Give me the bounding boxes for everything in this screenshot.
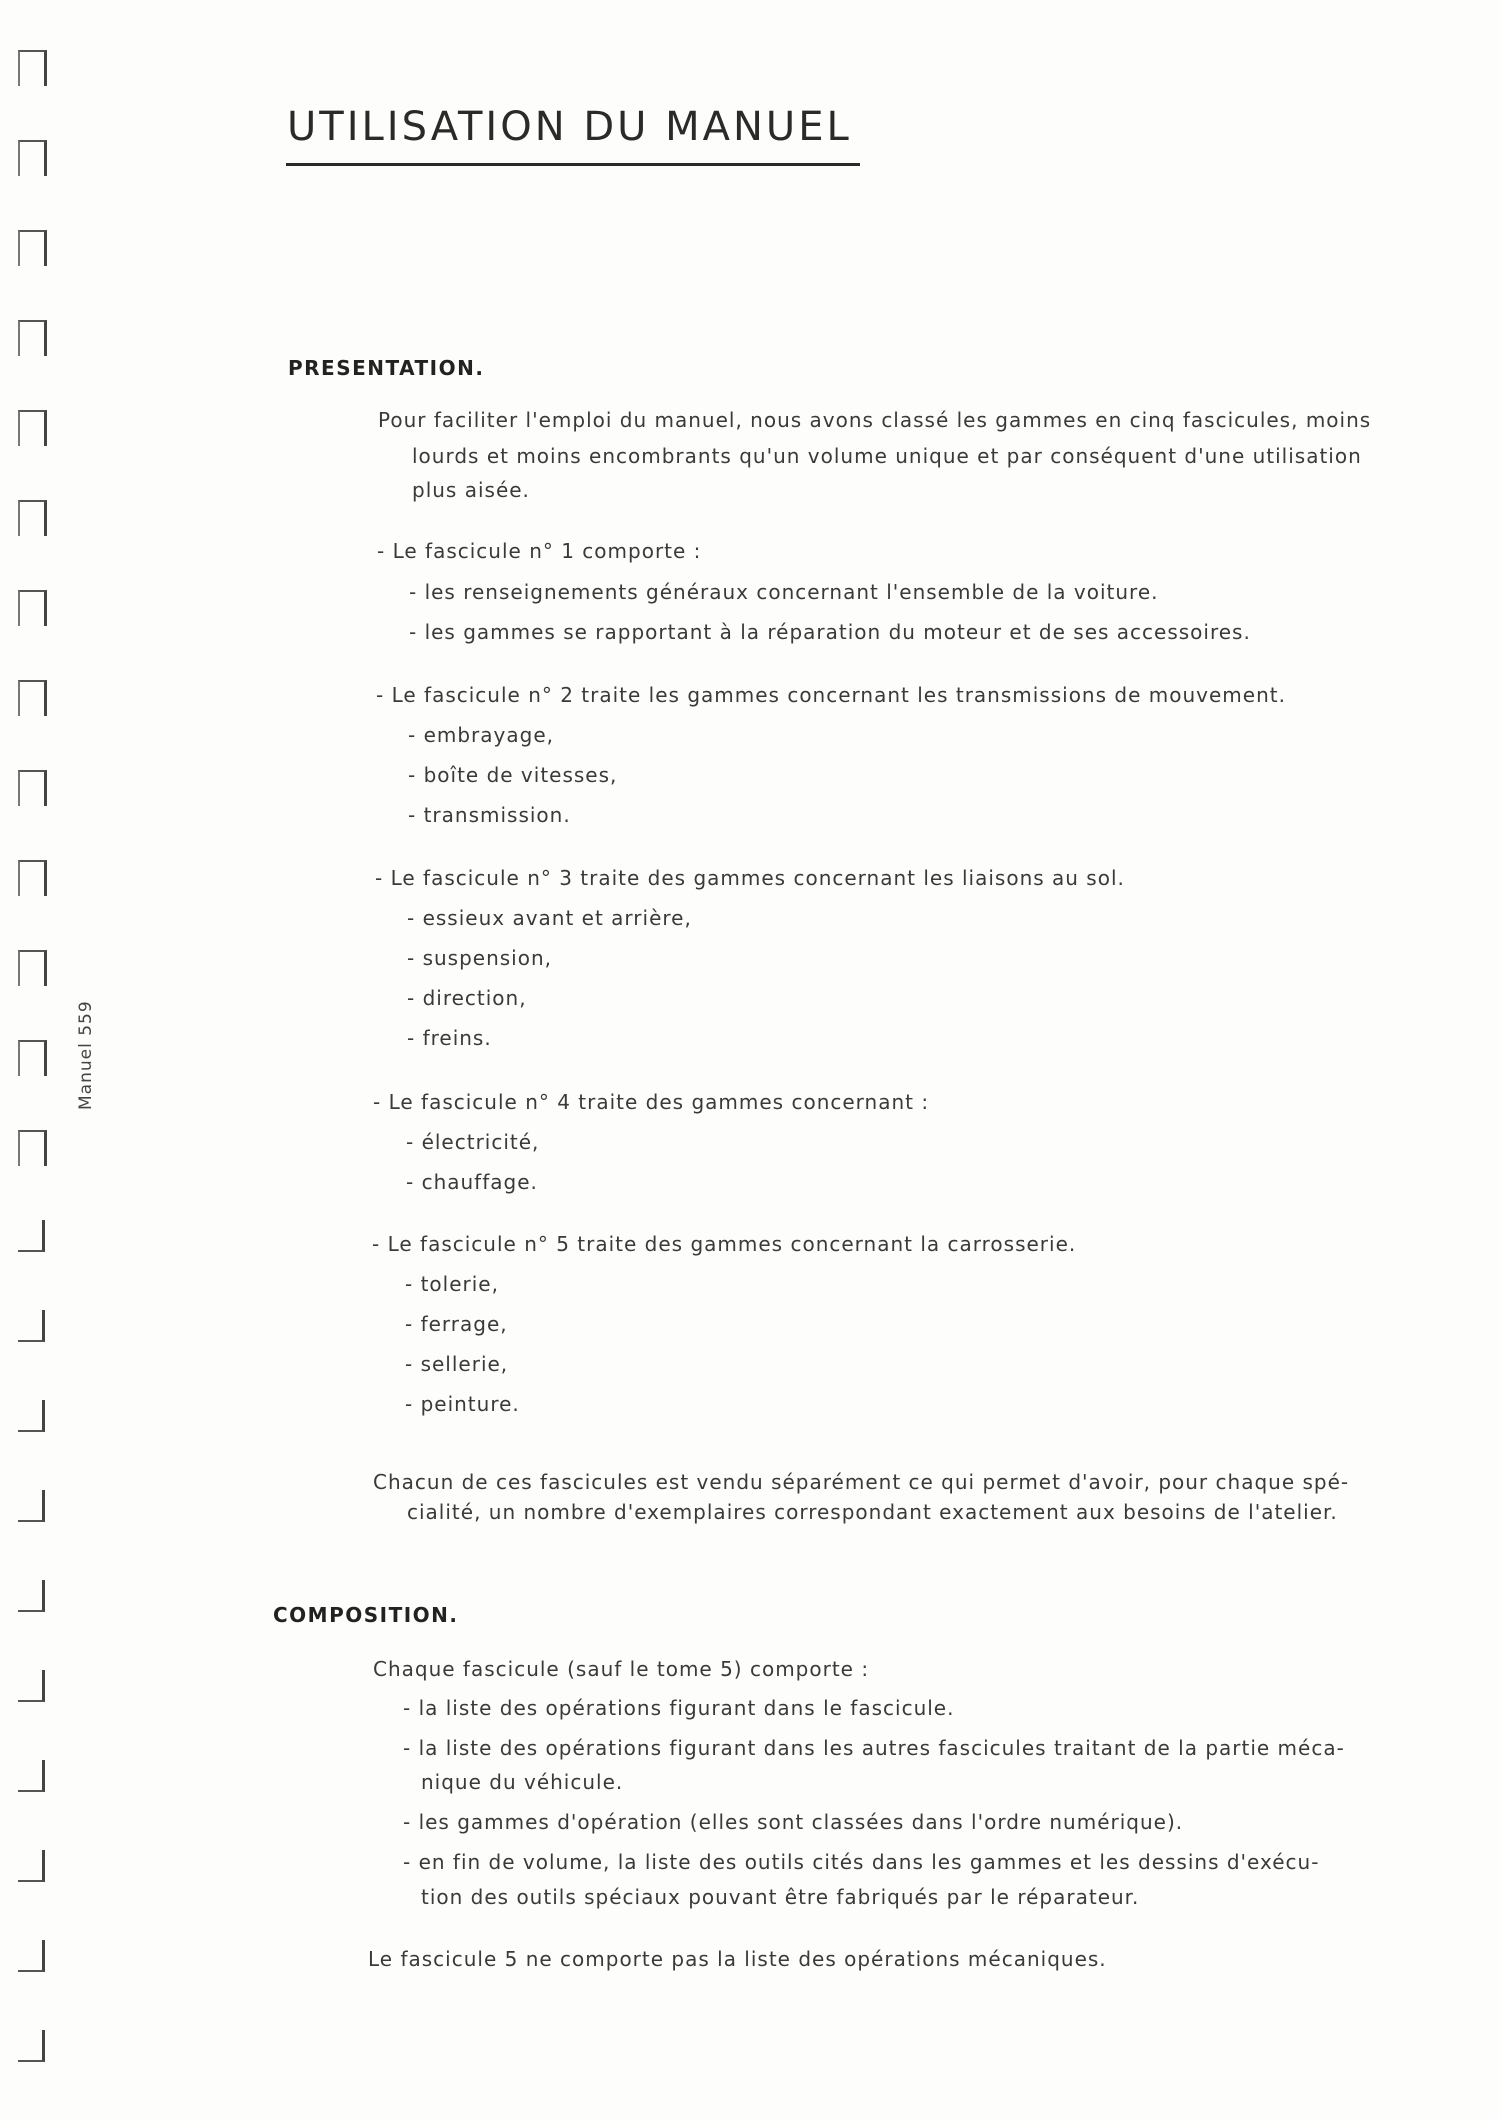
fascicule-title: - Le fascicule n° 1 comporte : xyxy=(377,539,702,563)
binder-mark xyxy=(18,500,47,536)
list-item: - peinture. xyxy=(405,1392,520,1416)
manual-number-label: Manuel 559 xyxy=(76,1000,96,1110)
list-item: - électricité, xyxy=(406,1130,540,1154)
binder-mark xyxy=(18,770,47,806)
fascicule-title: - Le fascicule n° 4 traite des gammes concernant : xyxy=(373,1090,930,1114)
list-item: - transmission. xyxy=(408,803,571,827)
list-item: - tolerie, xyxy=(405,1272,499,1296)
list-item: - embrayage, xyxy=(408,723,554,747)
binder-mark xyxy=(18,950,47,986)
binder-mark xyxy=(18,1400,45,1432)
list-item: - freins. xyxy=(407,1026,492,1050)
binder-mark xyxy=(18,140,47,176)
list-item: nique du véhicule. xyxy=(421,1770,624,1794)
binder-mark xyxy=(18,230,47,266)
list-item: - essieux avant et arrière, xyxy=(407,906,692,930)
list-item: - direction, xyxy=(407,986,527,1010)
list-item: - la liste des opérations figurant dans les autres fascicules traitant de la partie méca- xyxy=(403,1736,1345,1760)
binder-mark xyxy=(18,1130,47,1166)
list-item: - boîte de vitesses, xyxy=(408,763,618,787)
list-item: - chauffage. xyxy=(406,1170,538,1194)
fascicule-title: - Le fascicule n° 2 traite les gammes concernant les transmissions de mouvement. xyxy=(376,683,1286,707)
binder-mark xyxy=(18,1580,45,1612)
paragraph-line: lourds et moins encombrants qu'un volume unique et par conséquent d'une utilisation xyxy=(412,444,1362,468)
binder-mark xyxy=(18,1940,45,1972)
binder-mark xyxy=(18,860,47,896)
page-title: UTILISATION DU MANUEL xyxy=(287,104,852,150)
list-item: - les gammes se rapportant à la réparation du moteur et de ses accessoires. xyxy=(409,620,1251,644)
binder-mark xyxy=(18,1310,45,1342)
paragraph-line: Pour faciliter l'emploi du manuel, nous avons classé les gammes en cinq fascicules, moins xyxy=(378,408,1372,432)
fascicule-title: - Le fascicule n° 3 traite des gammes concernant les liaisons au sol. xyxy=(375,866,1125,890)
list-item: - la liste des opérations figurant dans le fascicule. xyxy=(403,1696,955,1720)
binder-mark xyxy=(18,1850,45,1882)
binder-mark xyxy=(18,1040,47,1076)
section-heading-presentation: PRESENTATION. xyxy=(288,356,485,380)
composition-note: Le fascicule 5 ne comporte pas la liste des opérations mécaniques. xyxy=(368,1947,1107,1971)
list-item: - les renseignements généraux concernant l'ensemble de la voiture. xyxy=(409,580,1159,604)
list-item: - les gammes d'opération (elles sont classées dans l'ordre numérique). xyxy=(403,1810,1184,1834)
binder-mark xyxy=(18,320,47,356)
binder-mark xyxy=(18,1760,45,1792)
list-item: - suspension, xyxy=(407,946,553,970)
binder-mark xyxy=(18,1220,45,1252)
list-item: tion des outils spéciaux pouvant être fabriqués par le réparateur. xyxy=(421,1885,1140,1909)
composition-intro: Chaque fascicule (sauf le tome 5) comporte : xyxy=(373,1657,870,1681)
paragraph-line: cialité, un nombre d'exemplaires correspondant exactement aux besoins de l'atelier. xyxy=(407,1500,1338,1524)
binder-mark xyxy=(18,590,47,626)
binder-mark xyxy=(18,1490,45,1522)
binder-mark xyxy=(18,410,47,446)
title-underline xyxy=(286,163,860,166)
fascicule-title: - Le fascicule n° 5 traite des gammes concernant la carrosserie. xyxy=(372,1232,1077,1256)
section-heading-composition: COMPOSITION. xyxy=(273,1603,459,1627)
binder-mark xyxy=(18,680,47,716)
list-item: - en fin de volume, la liste des outils cités dans les gammes et les dessins d'exécu- xyxy=(403,1850,1320,1874)
list-item: - sellerie, xyxy=(405,1352,509,1376)
list-item: - ferrage, xyxy=(405,1312,508,1336)
binder-mark xyxy=(18,1670,45,1702)
binder-mark xyxy=(18,2030,45,2062)
binder-mark xyxy=(18,50,47,86)
paragraph-line: plus aisée. xyxy=(412,478,530,502)
paragraph-line: Chacun de ces fascicules est vendu séparément ce qui permet d'avoir, pour chaque spé- xyxy=(373,1470,1350,1494)
